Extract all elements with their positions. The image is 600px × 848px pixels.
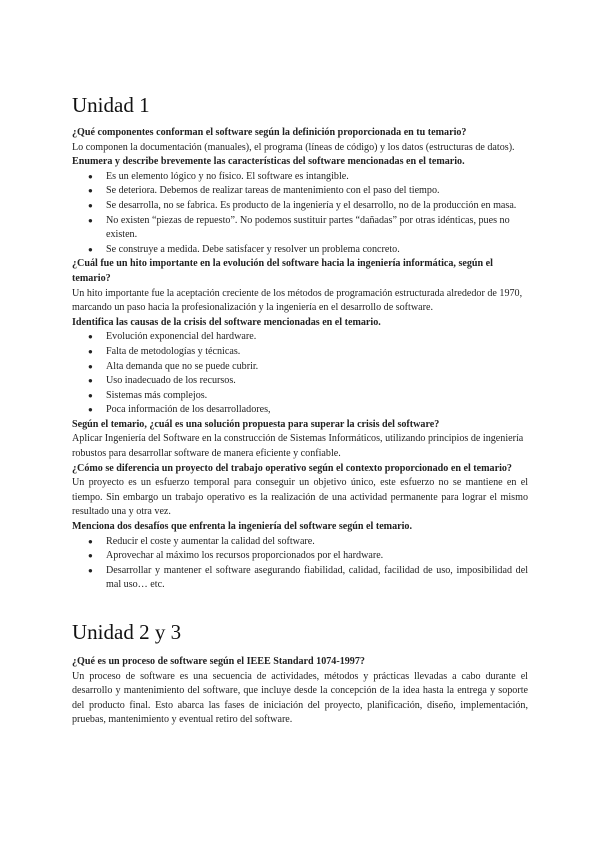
list-item: ● Se desarrolla, no se fabrica. Es producto de la ingeniería y el desarrollo, no de la producción en masa.	[72, 199, 528, 214]
list-item: ● Falta de metodologías y técnicas.	[72, 345, 528, 360]
question-project-vs-operative: ¿Cómo se diferencia un proyecto del trabajo operativo según el contexto proporcionado en el temario?	[72, 462, 512, 474]
question-challenges: Menciona dos desafíos que enfrenta la ingeniería del software según el temario.	[72, 521, 412, 533]
crisis-causes-list	[72, 330, 528, 418]
answer-crisis-solution: Aplicar Ingeniería del Software en la construcción de Sistemas Informáticos, utilizando principios de ingeniería robustos para desarrollar software de manera eficiente y confiable.	[72, 433, 524, 460]
list-item: ● Desarrollar y mantener el software asegurando fiabilidad, calidad, facilidad de uso, imposibilidad del mal uso… etc.	[72, 564, 528, 593]
document-page	[72, 92, 528, 728]
question-crisis-causes: Identifica las causas de la crisis del software mencionadas en el temario.	[72, 316, 381, 328]
list-item: ● Aprovechar al máximo los recursos proporcionados por el hardware.	[72, 549, 528, 564]
question-crisis-solution: Según el temario, ¿cuál es una solución propuesta para superar la crisis del software?	[72, 418, 440, 430]
list-item: ● Es un elemento lógico y no físico. El software es intangible.	[72, 170, 528, 185]
answer-milestone: Un hito importante fue la aceptación creciente de los métodos de programación estructurada alrededor de 1970, marcando un paso hacia la profesionalización y la ingeniería en el desarrollo de software.	[72, 287, 523, 314]
list-item: ● Se deteriora. Debemos de realizar tareas de mantenimiento con el paso del tiempo.	[72, 184, 528, 199]
list-item: ● Poca información de los desarrolladores,	[72, 403, 528, 418]
question-software-process: ¿Qué es un proceso de software según el IEEE Standard 1074-1997?	[72, 656, 365, 667]
question-milestone: ¿Cuál fue un hito importante en la evolución del software hacia la ingeniería informática, según el temario?	[72, 258, 493, 284]
unit-1-heading: Unidad 1	[72, 93, 150, 117]
list-item: ● Alta demanda que no se puede cubrir.	[72, 360, 528, 375]
list-item: ● Reducir el coste y aumentar la calidad del software.	[72, 535, 528, 550]
answer-project-vs-operative: Un proyecto es un esfuerzo temporal para conseguir un objetivo único, este esfuerzo no se mantiene en el tiempo. Sin embargo un trabajo operativo es la realización de una actividad permanente para lograr el mismo resultado una y otra vez.	[72, 477, 528, 518]
question-components: ¿Qué componentes conforman el software según la definición proporcionada en tu temario?	[72, 127, 467, 138]
list-item: ● Uso inadecuado de los recursos.	[72, 374, 528, 389]
answer-components: Lo componen la documentación (manuales), el programa (líneas de código) y los datos (estructuras de datos).	[72, 141, 515, 153]
list-item: ● Se construye a medida. Debe satisfacer y resolver un problema concreto.	[72, 243, 528, 258]
unit-2-3-heading: Unidad 2 y 3	[72, 620, 182, 644]
characteristics-list	[72, 170, 528, 258]
list-item: ● Evolución exponencial del hardware.	[72, 330, 528, 345]
challenges-list	[72, 535, 528, 593]
question-characteristics: Enumera y describe brevemente las características del software mencionadas en el temario.	[72, 156, 465, 168]
answer-software-process: Un proceso de software es una secuencia de actividades, métodos y prácticas llevadas a cabo durante el desarrollo y mantenimiento del software, que incluye desde la concepción de la idea hasta la entrega y soporte del producto final. Esto abarca las fases de iniciación del proyecto, planificación, diseño, implementación, pruebas, mantenimiento y eventual retiro del software.	[72, 670, 528, 726]
list-item: ● Sistemas más complejos.	[72, 389, 528, 404]
list-item: ● No existen “piezas de repuesto”. No podemos sustituir partes “dañadas” por otras idénticas, pues no existen.	[72, 214, 528, 243]
